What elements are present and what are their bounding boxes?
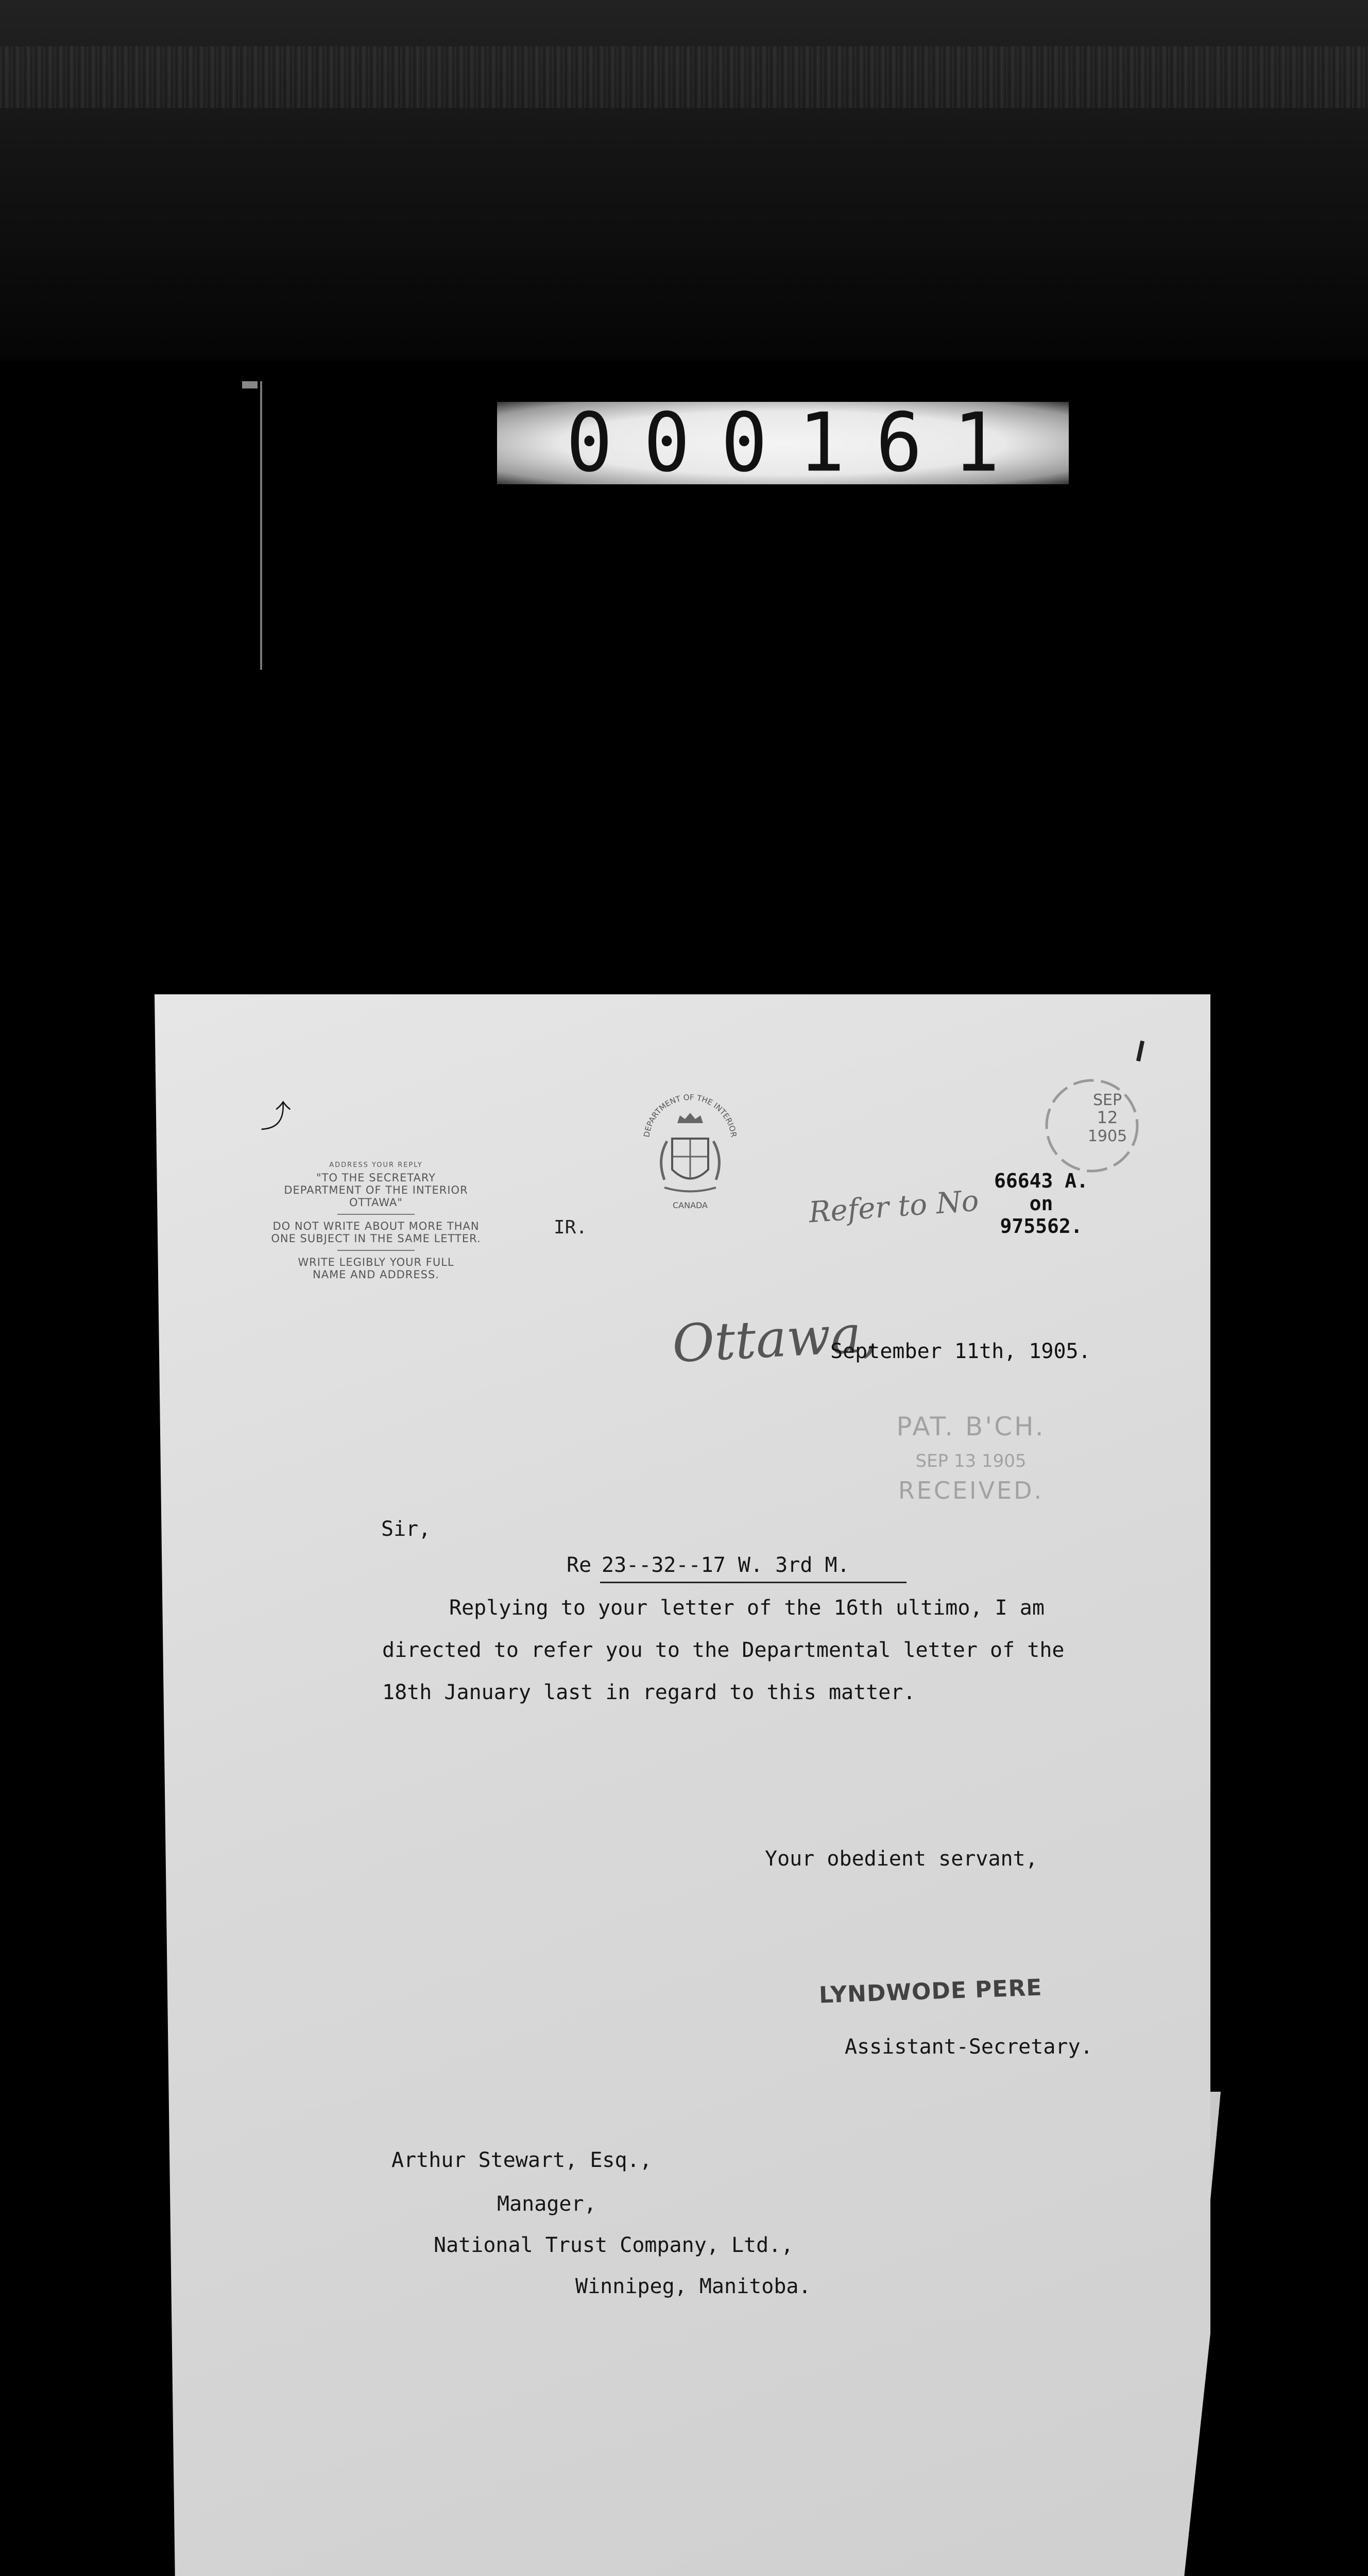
refer-to-label: Refer to No: [808, 1184, 980, 1230]
handwritten-mark: ⤴: [260, 1099, 291, 1135]
file-number-on: on: [1029, 1192, 1053, 1215]
file-number-a: 66643 A.: [994, 1170, 1089, 1192]
signer-title: Assistant-Secretary.: [845, 2035, 1093, 2059]
crest-bottom-text: CANADA: [672, 1200, 708, 1210]
film-edge-mark: [260, 381, 262, 670]
letterhead-instructions: [242, 1159, 510, 1281]
letterhead-rule: [337, 1214, 415, 1215]
re-value: 23--32--17 W. 3rd M.: [602, 1553, 850, 1577]
letterhead-line: DO NOT WRITE ABOUT MORE THAN: [272, 1220, 480, 1232]
file-number-b: 975562.: [1000, 1215, 1083, 1238]
letterhead-line: OTTAWA": [349, 1196, 403, 1209]
letterhead-rule: [337, 1250, 415, 1251]
received-date-stamp-icon: [997, 1077, 1187, 1180]
letterhead-line: NAME AND ADDRESS.: [313, 1268, 439, 1281]
stamp-year: 1905: [1087, 1127, 1127, 1145]
body-line: directed to refer you to the Departmental letter of the: [382, 1638, 1065, 1662]
addressee-city: Winnipeg, Manitoba.: [575, 2275, 811, 2298]
microfilm-streaks: [0, 46, 1368, 108]
salutation: Sir,: [381, 1517, 431, 1541]
signature-stamp: LYNDWODE PERE: [818, 1974, 1043, 2009]
stamp-day: 12: [1097, 1108, 1118, 1127]
letterhead-line: DEPARTMENT OF THE INTERIOR: [284, 1184, 468, 1196]
letterhead-line: ADDRESS YOUR REPLY: [329, 1161, 423, 1169]
frame-number: 000161: [566, 396, 1031, 490]
file-number-block: [994, 1170, 1088, 1238]
body-line: Replying to your letter of the 16th ultimo, I am: [449, 1596, 1045, 1620]
addressee-company: National Trust Company, Ltd.,: [434, 2233, 794, 2257]
crest-top-text: DEPARTMENT OF THE INTERIOR: [642, 1092, 739, 1138]
re-underline: [600, 1582, 907, 1583]
initials-reference: IR.: [554, 1217, 588, 1238]
letter-date: September 11th, 1905.: [830, 1340, 1091, 1363]
addressee-role: Manager,: [497, 2192, 596, 2216]
branch-received-stamp: [881, 1412, 1061, 1504]
stamp-month: SEP: [1092, 1091, 1122, 1109]
body-line: 18th January last in regard to this matter.: [382, 1681, 916, 1704]
closing: Your obedient servant,: [765, 1847, 1038, 1871]
stamp-received: RECEIVED.: [898, 1477, 1044, 1504]
department-crest-icon: [636, 1092, 744, 1216]
frame-number-plate: [497, 396, 1069, 490]
re-label: Re: [567, 1553, 592, 1577]
stamp-date: SEP 13 1905: [915, 1451, 1027, 1471]
letterhead-line: ONE SUBJECT IN THE SAME LETTER.: [271, 1232, 481, 1245]
addressee-name: Arthur Stewart, Esq.,: [391, 2148, 652, 2172]
stamp-branch: PAT. B'CH.: [896, 1412, 1046, 1442]
letterhead-line: WRITE LEGIBLY YOUR FULL: [298, 1256, 454, 1268]
letterhead-line: "TO THE SECRETARY: [316, 1172, 436, 1184]
dateline-place: Ottawa,: [671, 1303, 879, 1375]
film-edge-mark-cap: [242, 381, 258, 388]
